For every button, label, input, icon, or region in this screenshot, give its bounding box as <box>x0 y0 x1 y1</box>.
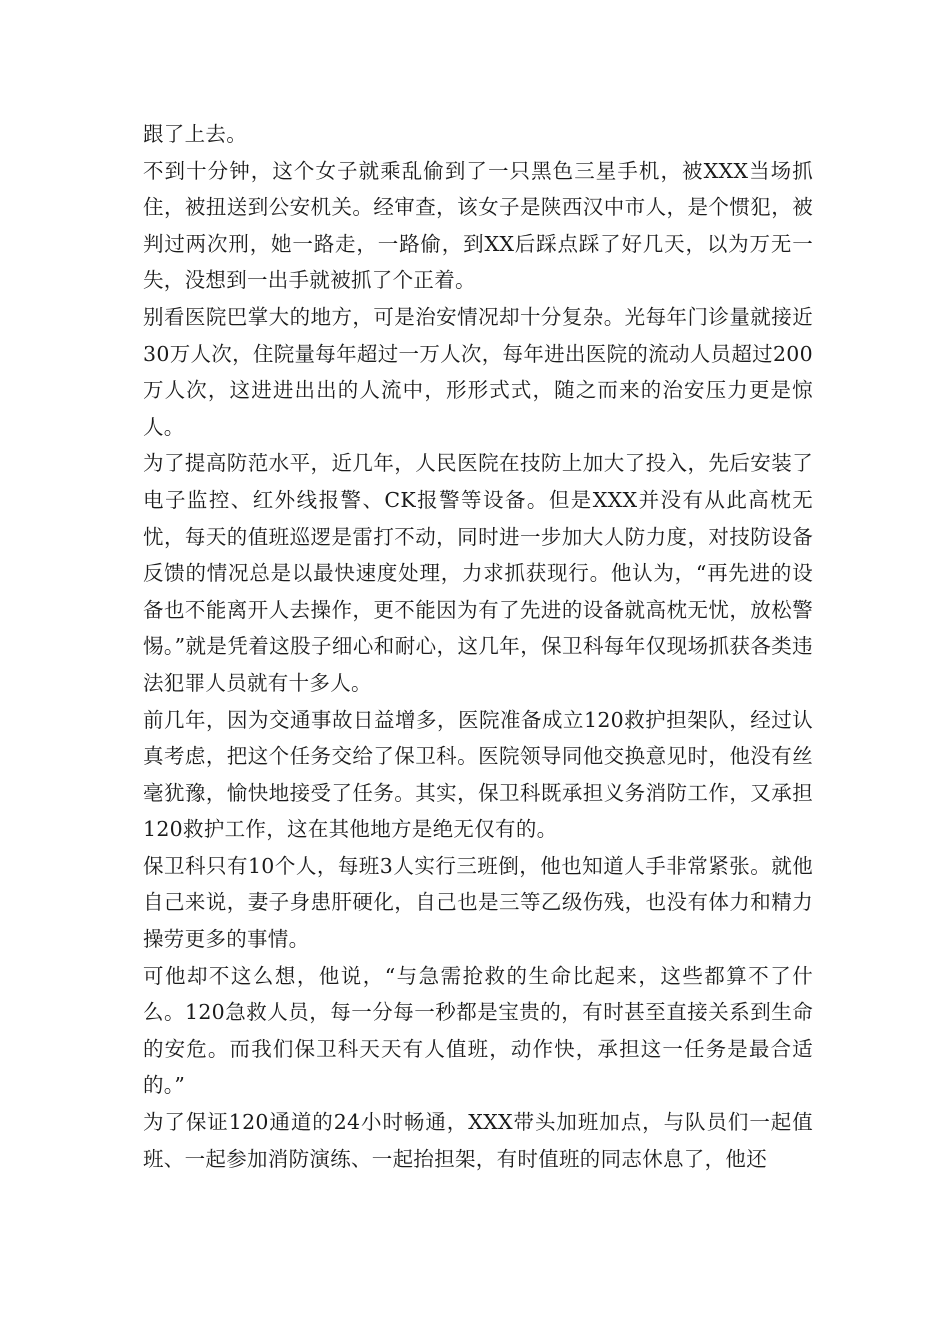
paragraph-2: 不到十分钟，这个女子就乘乱偷到了一只黑色三星手机，被XXX当场抓住，被扭送到公安机关。经审查，该女子是陕西汉中市人，是个惯犯，被判过两次刑，她一路走，一路偷，到XX后踩点踩了好几天，以为万无一失，没想到一出手就被抓了个正着。 <box>143 158 813 293</box>
paragraph-5: 前几年，因为交通事故日益增多，医院准备成立120救护担架队，经过认真考虑，把这个任务交给了保卫科。医院领导同他交换意见时，他没有丝毫犹豫，愉快地接受了任务。其实，保卫科既承担义务消防工作，又承担120救护工作，这在其他地方是绝无仅有的。 <box>143 707 813 842</box>
paragraph-6: 保卫科只有10个人，每班3人实行三班倒，他也知道人手非常紧张。就他自己来说，妻子身患肝硬化，自己也是三等乙级伤残，也没有体力和精力操劳更多的事情。 <box>143 853 813 952</box>
paragraph-8: 为了保证120通道的24小时畅通，XXX带头加班加点，与队员们一起值班、一起参加消防演练、一起抬担架，有时值班的同志休息了，他还 <box>143 1110 813 1171</box>
paragraph-4: 为了提高防范水平，近几年，人民医院在技防上加大了投入，先后安装了电子监控、红外线报警、CK报警等设备。但是XXX并没有从此高枕无忧，每天的值班巡逻是雷打不动，同时进一步加大人防力度，对技防设备反馈的情况总是以最快速度处理，力求抓获现行。他认为，“再先进的设备也不能离开人去操作，更不能因为有了先进的设备就高枕无忧，放松警惕。”就是凭着这股子细心和耐心，这几年，保卫科每年仅现场抓获各类违法犯罪人员就有十多人。 <box>143 451 813 695</box>
paragraph-1: 跟了上去。 <box>143 122 247 146</box>
body-text <box>143 116 813 1177</box>
paragraph-3: 别看医院巴掌大的地方，可是治安情况却十分复杂。光每年门诊量就接近30万人次，住院量每年超过一万人次，每年进出医院的流动人员超过200万人次，这进进出出的人流中，形形式式，随之而来的治安压力更是惊人。 <box>143 304 813 439</box>
paragraph-7: 可他却不这么想，他说，“与急需抢救的生命比起来，这些都算不了什么。120急救人员，每一分每一秒都是宝贵的，有时甚至直接关系到生命的安危。而我们保卫科天天有人值班，动作快，承担这一任务是最合适的。” <box>143 963 813 1098</box>
